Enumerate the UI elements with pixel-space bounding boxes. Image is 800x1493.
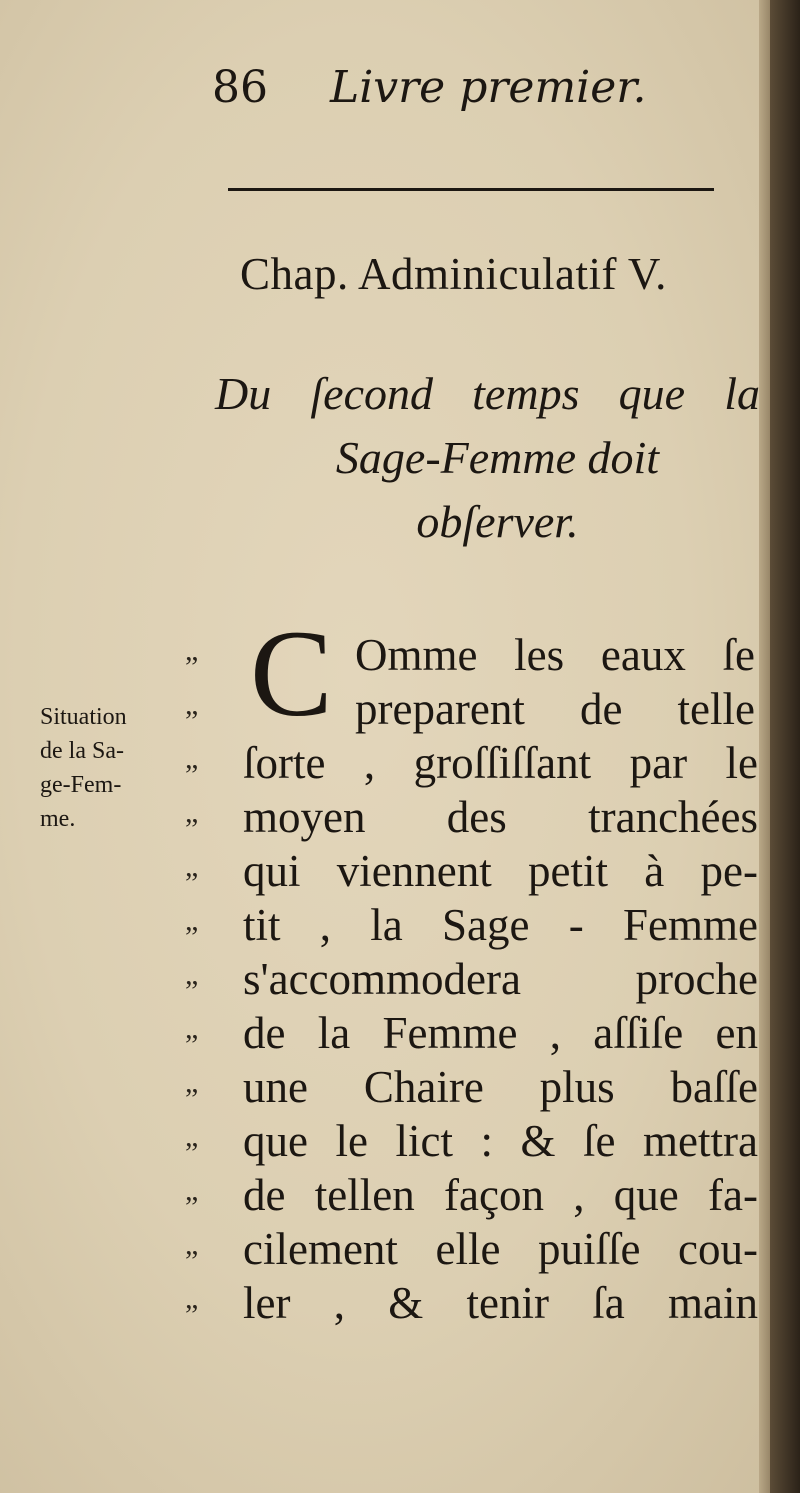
quotation-mark: „: [185, 634, 199, 667]
line-text: ler , & tenir ſa main: [243, 1278, 758, 1328]
subtitle-line: Sage-Femme doit: [335, 432, 660, 483]
line-text: que le lict : & ſe mettra: [243, 1116, 758, 1166]
page-number: 86: [212, 62, 268, 113]
subtitle-line: Du ſecond temps que la: [215, 368, 760, 419]
subtitle-line: obſerver.: [416, 496, 579, 547]
text-line: [185, 1276, 765, 1330]
quotation-mark: „: [185, 796, 199, 829]
line-text: une Chaire plus baſſe: [243, 1062, 758, 1112]
quotation-mark: „: [185, 904, 199, 937]
quotation-mark: „: [185, 1012, 199, 1045]
quotation-mark: „: [185, 1282, 199, 1315]
margin-note-line: de la Sa-: [40, 738, 124, 764]
quotation-mark: „: [185, 958, 199, 991]
chapter-heading: Chap. Adminiculatif V.: [240, 249, 667, 299]
text-line: [185, 898, 765, 952]
line-text: de la Femme , aſſiſe en: [243, 1008, 758, 1058]
text-line: [185, 844, 765, 898]
line-text: moyen des tranchées: [243, 792, 758, 842]
running-title: Livre premier.: [330, 62, 647, 113]
margin-note: [40, 700, 200, 836]
text-line: [185, 682, 765, 736]
line-text: qui viennent petit à pe-: [243, 846, 758, 896]
text-line: [185, 952, 765, 1006]
quotation-mark: „: [185, 1120, 199, 1153]
text-line: [185, 790, 765, 844]
quotation-mark: „: [185, 742, 199, 775]
text-line: [185, 1222, 765, 1276]
line-text: de tellen façon , que fa-: [243, 1170, 758, 1220]
body-text: [185, 628, 765, 1330]
quotation-mark: „: [185, 688, 199, 721]
running-head: [212, 62, 772, 132]
margin-note-line: me.: [40, 806, 76, 832]
quotation-mark: „: [185, 1174, 199, 1207]
quotation-mark: „: [185, 850, 199, 883]
line-text: Omme les eaux ſe: [355, 630, 755, 680]
line-text: ſorte , groſſiſſant par le: [243, 738, 758, 788]
line-text: s'accommodera proche: [243, 954, 758, 1004]
book-edge: [770, 0, 800, 1493]
line-text: preparent de telle: [355, 684, 755, 734]
drop-cap: C: [250, 605, 333, 742]
text-line: [185, 1114, 765, 1168]
line-text: cilement elle puiſſe cou-: [243, 1224, 758, 1274]
text-line: [185, 628, 765, 682]
chapter-subtitle: [215, 362, 760, 554]
line-text: tit , la Sage - Femme: [243, 900, 758, 950]
quotation-mark: „: [185, 1066, 199, 1099]
header-rule: [228, 188, 714, 191]
text-line: [185, 1060, 765, 1114]
quotation-mark: „: [185, 1228, 199, 1261]
text-line: [185, 1006, 765, 1060]
margin-note-line: ge-Fem-: [40, 772, 122, 798]
text-line: [185, 1168, 765, 1222]
margin-note-line: Situation: [40, 704, 127, 730]
text-line: [185, 736, 765, 790]
